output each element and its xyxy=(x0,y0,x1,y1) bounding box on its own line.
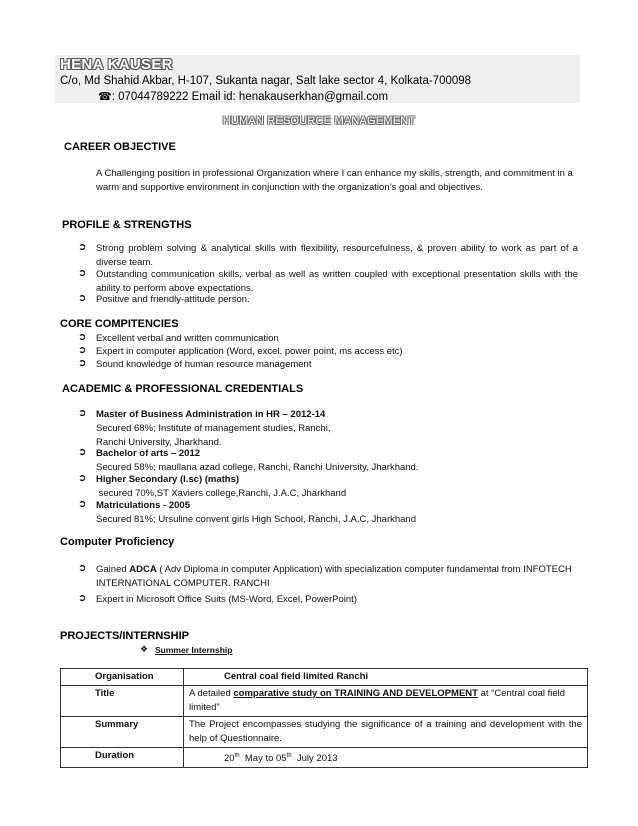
duration-sup-2: th xyxy=(286,753,292,759)
title-line-2: limited” xyxy=(189,702,220,713)
computer-item-1-post: ( Adv Diploma in computer Application) with specialization computer fundamental from INFOTECH xyxy=(156,564,572,575)
summary-line-1: The Project encompasses studying the significance of a training and development with the xyxy=(189,719,582,730)
arrow-bullet-icon: ➲ xyxy=(78,242,87,253)
career-objective-text xyxy=(96,167,578,195)
duration-value xyxy=(184,748,588,768)
profile-item-1-line-2: diverse team. xyxy=(96,257,154,268)
candidate-name: HENA KAUSER xyxy=(60,56,173,73)
duration-start-day: 20 xyxy=(224,753,235,765)
academic-item-1-head: Master of Business Administration in HR – 2012-14 xyxy=(96,409,326,420)
arrow-bullet-icon: ➲ xyxy=(78,499,87,510)
duration-sup-1: th xyxy=(234,753,240,759)
projects-title: PROJECTS/INTERNSHIP xyxy=(60,630,189,642)
contact-text: : 07044789222 Email id: henakauserkhan@gmail.com xyxy=(111,91,389,103)
profile-item-1 xyxy=(96,242,578,270)
academic-item-2-head: Bachelor of arts – 2012 xyxy=(96,448,201,459)
academic-item-4 xyxy=(96,499,416,527)
profile-item-2 xyxy=(96,268,578,296)
profile-title: PROFILE & STRENGTHS xyxy=(62,219,192,231)
arrow-bullet-icon: ➲ xyxy=(78,332,87,343)
computer-item-2: Expert in Microsoft Office Suits (MS-Word, Excel, PowerPoint) xyxy=(96,594,357,605)
core-item-3: Sound knowledge of human resource management xyxy=(96,359,312,370)
duration-label: Duration xyxy=(61,748,184,768)
org-value: Central coal field limited Ranchi xyxy=(184,669,588,686)
core-item-2: Expert in computer application (Word, excel, power point, ms access etc) xyxy=(96,346,403,357)
arrow-bullet-icon: ➲ xyxy=(78,563,87,574)
computer-proficiency-title: Computer Proficiency xyxy=(60,536,175,548)
summary-line-2: help of Questionnaire. xyxy=(189,733,282,744)
career-line-2: warm and supportive environment in conjunction with the organization’s goal and objectives. xyxy=(96,182,483,193)
academic-item-2 xyxy=(96,447,418,475)
org-label: Organisation xyxy=(61,669,184,686)
address: C/o, Md Shahid Akbar, H-107, Sukanta nagar, Salt lake sector 4, Kolkata-700098 xyxy=(60,75,472,87)
academic-item-4-head: Matriculations - 2005 xyxy=(96,500,190,511)
summer-internship-label: Summer Internship xyxy=(155,645,233,655)
arrow-bullet-icon: ➲ xyxy=(78,447,87,458)
project-table xyxy=(60,668,588,768)
arrow-bullet-icon: ➲ xyxy=(78,345,87,356)
academic-item-1-line-2: Ranchi University, Jharkhand. xyxy=(96,437,222,448)
role-title: HUMAN RESOURCE MANAGEMENT xyxy=(222,115,416,127)
table-row xyxy=(61,686,588,717)
title-label: Title xyxy=(61,686,184,717)
core-competencies-title: CORE COMPITENCIES xyxy=(60,318,179,330)
computer-item-1 xyxy=(96,563,578,591)
computer-item-1-line-2: INTERNATIONAL COMPUTER. RANCHI xyxy=(96,578,270,589)
title-pre: A detailed xyxy=(189,688,234,699)
academic-title: ACADEMIC & PROFESSIONAL CREDENTIALS xyxy=(62,383,304,395)
computer-item-1-pre: Gained xyxy=(96,564,130,575)
academic-item-3-head: Higher Secondary (I.sc) (maths) xyxy=(96,474,240,485)
academic-item-3 xyxy=(96,473,346,501)
table-row xyxy=(61,669,588,686)
academic-item-4-line-1: Secured 81%; Ursuline convent girls High School, Ranchi, J.A.C, Jharkhand xyxy=(96,514,416,525)
arrow-bullet-icon: ➲ xyxy=(78,408,87,419)
title-underlined: comparative study on TRAINING AND DEVELOPMENT xyxy=(233,688,478,699)
telephone-icon: ☎ xyxy=(98,91,112,103)
career-line-1: A Challenging position in professional Organization where I can enhance my skills, strength, and commitment in a xyxy=(96,168,573,179)
arrow-bullet-icon: ➲ xyxy=(78,358,87,369)
table-row xyxy=(61,748,588,768)
table-row xyxy=(61,717,588,748)
academic-item-3-line-1: secured 70%,ST Xaviers college,Ranchi, J.A.C, Jharkhand xyxy=(96,488,347,499)
academic-item-1 xyxy=(96,408,330,450)
academic-item-2-line-1: Secured 58%; maullana azad college, Ranchi, Ranchi University, Jharkhand. xyxy=(96,462,419,473)
profile-item-1-line-1: Strong problem solving & analytical skills with flexibility, resourcefulness, & proven ability to work as part of a xyxy=(96,243,578,254)
core-item-1: Excellent verbal and written communication xyxy=(96,333,279,344)
title-value xyxy=(184,686,588,717)
career-objective-title: CAREER OBJECTIVE xyxy=(64,141,176,153)
contact-line xyxy=(98,90,388,103)
computer-item-1-bold: ADCA xyxy=(129,564,157,575)
summary-label: Summary xyxy=(61,717,184,748)
duration-mid: May to 05 xyxy=(239,753,287,765)
arrow-bullet-icon: ➲ xyxy=(78,293,87,304)
diamond-bullet-icon: ❖ xyxy=(140,644,149,654)
arrow-bullet-icon: ➲ xyxy=(78,473,87,484)
profile-item-3: Positive and friendly-attitude person. xyxy=(96,294,250,305)
profile-item-2-line-1: Outstanding communication skills, verbal as well as written coupled with exceptional presentation skills with the xyxy=(96,269,578,280)
arrow-bullet-icon: ➲ xyxy=(78,593,87,604)
duration-end: July 2013 xyxy=(291,753,338,765)
summary-value xyxy=(184,717,588,748)
arrow-bullet-icon: ➲ xyxy=(78,268,87,279)
academic-item-1-line-1: Secured 68%; Institute of management studies, Ranchi, xyxy=(96,423,331,434)
title-post: at “Central coal field xyxy=(477,688,566,699)
profile-item-2-line-2: ability to perform above expectations. xyxy=(96,283,254,294)
